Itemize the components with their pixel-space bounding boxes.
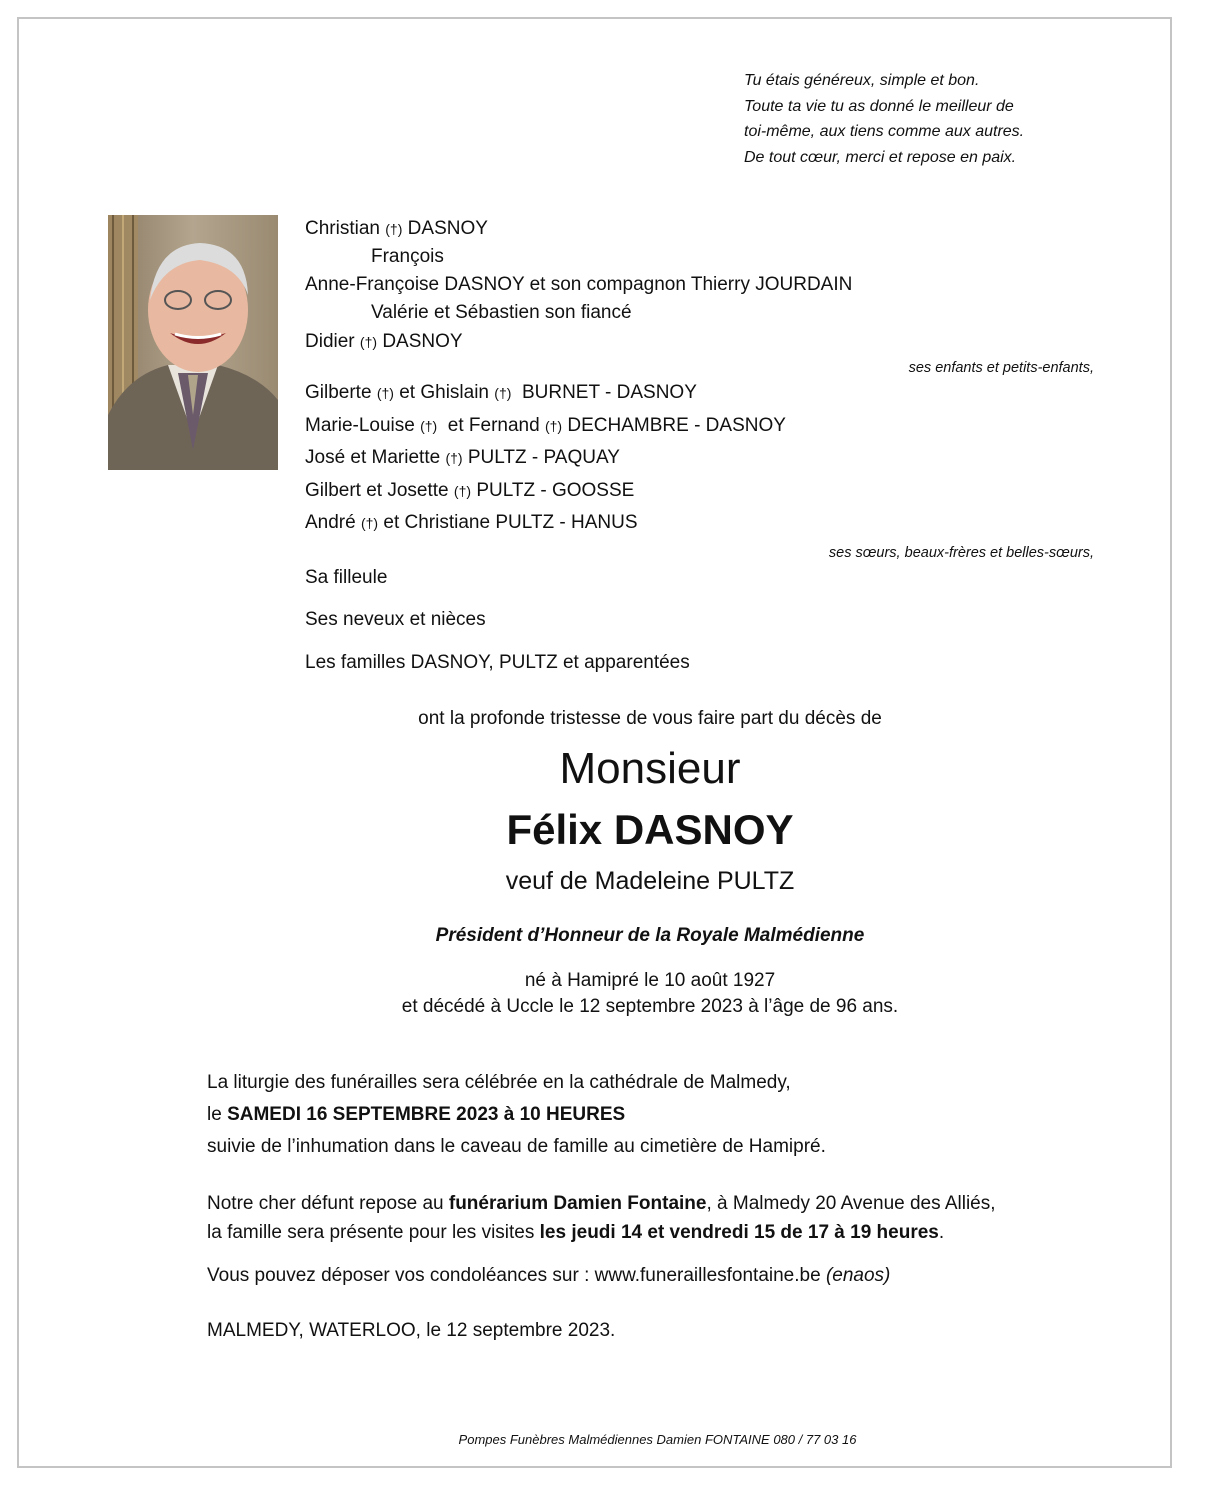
funerarium-name: funérarium Damien Fontaine — [448, 1193, 707, 1214]
familles: Les familles DASNOY, PULTZ et apparentées — [305, 652, 690, 673]
portrait-image — [108, 215, 278, 470]
title-monsieur: Monsieur — [559, 744, 741, 793]
visit-line-2: la famille sera présente pour les visites les jeudi 14 et vendredi 15 de 17 à 19 heures. — [207, 1222, 945, 1243]
liturgy-line-3: suivie de l’inhumation dans le caveau de famille au cimetière de Hamipré. — [207, 1136, 826, 1157]
family-line-valerie: Valérie et Sébastien son fiancé — [371, 302, 632, 323]
visit-line-1: Notre cher défunt repose au funérarium Damien Fontaine, à Malmedy 20 Avenue des Alliés, — [207, 1193, 996, 1214]
footer-credit: Pompes Funèbres Malmédiennes Damien FONTAINE 080 / 77 03 16 — [458, 1432, 857, 1447]
liturgy-line-2: le SAMEDI 16 SEPTEMBRE 2023 à 10 HEURES — [207, 1104, 626, 1125]
family-line-jose: José et Mariette (†) PULTZ - PAQUAY — [305, 447, 620, 468]
family-line-marie-louise: Marie-Louise (†) et Fernand (†) DECHAMBRE - DASNOY — [305, 415, 786, 436]
children-note: ses enfants et petits-enfants, — [908, 360, 1094, 376]
filleule: Sa filleule — [305, 567, 388, 588]
poem-line: Toute ta vie tu as donné le meilleur de — [744, 97, 1014, 115]
dagger: (†) — [359, 334, 378, 350]
announcement: ont la profonde tristesse de vous faire part du décès de — [418, 708, 882, 729]
deceased-name: Félix DASNOY — [506, 806, 794, 853]
poem-line: toi-même, aux tiens comme aux autres. — [744, 123, 1025, 140]
neveux: Ses neveux et nièces — [305, 609, 486, 630]
poem-line: Tu étais généreux, simple et bon. — [744, 72, 980, 89]
family-line-didier: Didier (†) DASNOY — [305, 331, 463, 352]
visit-dates: les jeudi 14 et vendredi 15 de 17 à 19 heures — [539, 1222, 939, 1243]
family-line-francois: François — [371, 246, 444, 267]
family-line-gilbert: Gilbert et Josette (†) PULTZ - GOOSSE — [305, 480, 635, 501]
condolences-line: Vous pouvez déposer vos condoléances sur : www.funeraillesfontaine.be (enaos) — [207, 1265, 891, 1286]
family-line-anne-francoise: Anne-Françoise DASNOY et son compagnon Thierry JOURDAIN — [305, 274, 853, 295]
dagger: (†) — [385, 221, 403, 237]
poem-line: De tout cœur, merci et repose en paix. — [744, 148, 1017, 166]
portrait-photo — [108, 215, 278, 470]
family-line-andre: André (†) et Christiane PULTZ - HANUS — [305, 512, 638, 533]
died-line: et décédé à Uccle le 12 septembre 2023 à l’âge de 96 ans. — [401, 996, 899, 1017]
honor-title: Président d’Honneur de la Royale Malmédienne — [435, 925, 865, 946]
funeral-date: SAMEDI 16 SEPTEMBRE 2023 à 10 HEURES — [227, 1104, 626, 1125]
place-date: MALMEDY, WATERLOO, le 12 septembre 2023. — [207, 1320, 616, 1341]
born-line: né à Hamipré le 10 août 1927 — [524, 970, 776, 991]
liturgy-line-1: La liturgie des funérailles sera célébrée en la cathédrale de Malmedy, — [207, 1072, 791, 1093]
siblings-note: ses sœurs, beaux-frères et belles-sœurs, — [828, 545, 1094, 561]
family-line-gilberte: Gilberte (†) et Ghislain (†) BURNET - DASNOY — [305, 382, 697, 403]
poem — [744, 68, 1024, 170]
widower-line: veuf de Madeleine PULTZ — [505, 867, 795, 895]
family-line-christian: Christian (†) DASNOY — [305, 218, 488, 239]
